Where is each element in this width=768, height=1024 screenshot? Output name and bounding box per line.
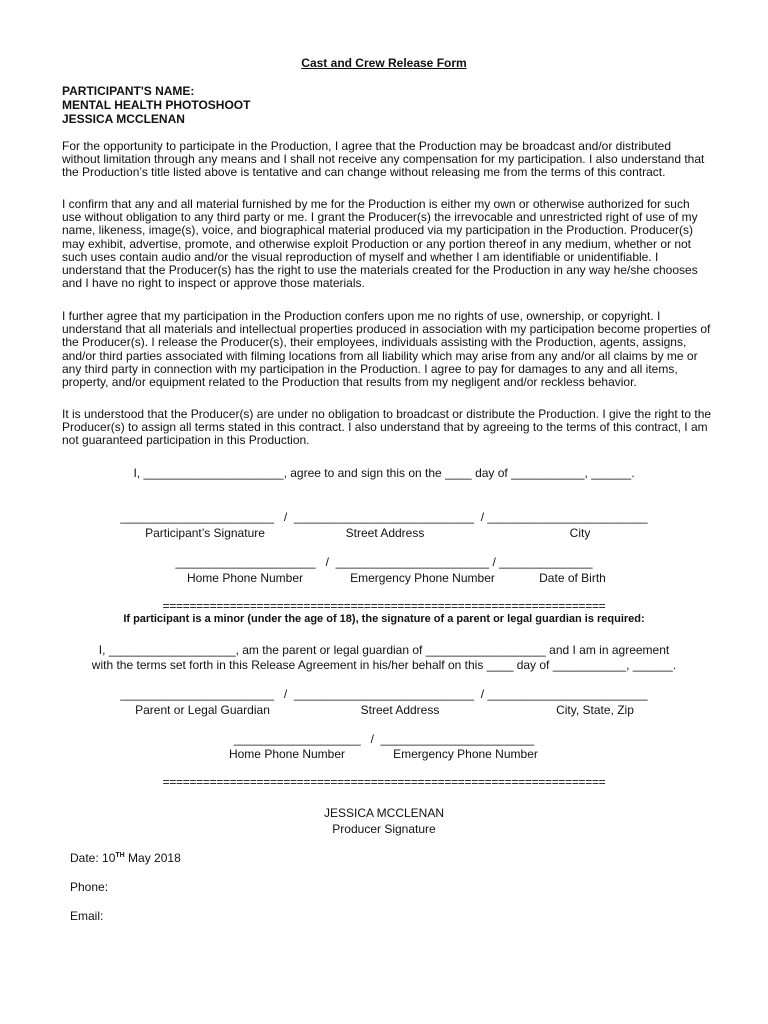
paragraph-obligation: It is understood that the Producer(s) are under no obligation to broadcast or distribute the Production. I give the right to the Producer(s) to assign all terms stated in this contract. I also understand that by agreeing to the terms of this contract, I am not guaranteed participation in this Production. [62,407,712,448]
participant-street-label: Street Address [345,526,425,540]
guardian-phone-line: ___________________ / _______________________ [233,732,535,746]
guardian-home-phone-label: Home Phone Number [228,747,346,761]
guardian-street-label: Street Address [360,703,440,717]
paragraph-compensation: For the opportunity to participate in the Production, I agree that the Production may be broadcast and/or distributed without limitation through any means and I shall not receive any compensation for my participation. I also understand that the Production’s title listed above is tentative and can change without releasing me from the terms of this contract. [62,139,705,180]
email-field-label: Email: [70,909,104,923]
paragraph-liability: I further agree that my participation in the Production confers upon me no rights of use, ownership, or copyright. I understand that all materials and intellectual properties produced in association with my participation become properties of the Producer(s). I release the Producer(s), their employees, individuals assisting with the Production, agents, assigns, and/or third parties associated with filming locations from all liability which may arise from any and/or all claims by me or any third party in connection with my participation in the Production. I agree to pay for damages to any and all items, property, and/or equipment related to the Production that results from my negligent and/or reckless behavior. [62,309,711,390]
participant-emergency-phone-label: Emergency Phone Number [350,571,495,585]
guardian-emergency-phone-label: Emergency Phone Number [393,747,538,761]
guardian-city-state-zip-label: City, State, Zip [556,703,634,717]
participant-signature-label: Participant’s Signature [145,526,265,540]
separator-top: ================================================================== [162,599,606,613]
participant-signature-line: _______________________ / ___________________________ / ________________________ [120,510,648,524]
participant-dob-label: Date of Birth [539,571,606,585]
project-name: MENTAL HEALTH PHOTOSHOOT [62,98,251,112]
separator-bottom: ================================================================== [162,775,606,789]
participant-name-label: PARTICIPANT'S NAME: [62,84,195,98]
guardian-statement-line1: I, ___________________, am the parent or legal guardian of __________________ and I am in agreement [98,643,670,657]
paragraph-material-rights: I confirm that any and all material furnished by me for the Production is either my own or otherwise authorized for such use without obligation to any third party or me. I grant the Producer(s) the irrevocable and unrestricted right of use of my name, likeness, image(s), voice, and biographical material produced via my participation in the Production. Producer(s) may exhibit, advertise, promote, and otherwise exploit Production or any portion thereof in any medium, whether or not such uses contain audio and/or the visual reproduction of myself and whether I am identifiable or unidentifiable. I understand that the Producer(s) has the right to use the materials created for the Production in any way he/she chooses and I have no right to inspect or approve those materials. [62,197,698,291]
producer-signature-label: Producer Signature [332,822,436,836]
participant-home-phone-label: Home Phone Number [186,571,304,585]
date-ordinal: TH [115,852,125,859]
date-prefix: Date: 10 [70,851,116,865]
date-suffix: May 2018 [124,851,181,865]
participant-name: JESSICA MCCLENAN [62,112,185,126]
participant-city-label: City [569,526,591,540]
guardian-signature-line: _______________________ / ___________________________ / ________________________ [120,687,648,701]
date-field [70,851,181,865]
agree-sign-line: I, _____________________, agree to and sign this on the ____ day of ___________, ______. [133,466,635,480]
producer-name: JESSICA MCCLENAN [323,806,445,820]
guardian-statement-line2: with the terms set forth in this Release Agreement in his/her behalf on this ____ day of ___________, ______. [91,658,677,672]
phone-field-label: Phone: [70,880,109,894]
guardian-signature-label: Parent or Legal Guardian [135,703,270,717]
minor-heading: If participant is a minor (under the age of 18), the signature of a parent or legal guardian is required: [123,613,645,625]
participant-phone-line: _____________________ / _______________________ / ______________ [175,555,593,569]
participant-header [62,84,250,126]
form-title: Cast and Crew Release Form [301,56,467,70]
